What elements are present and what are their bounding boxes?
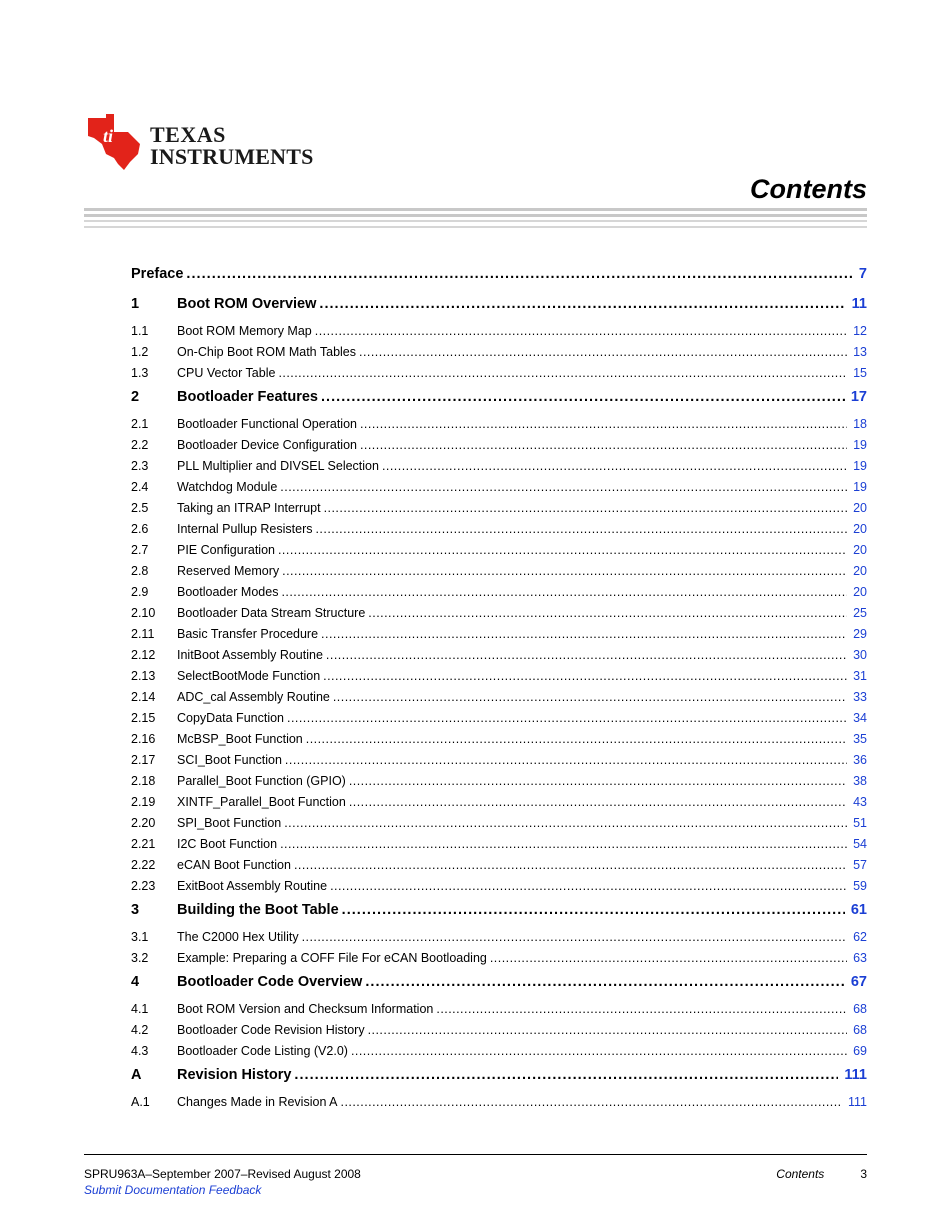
toc-entry-number: 2.8: [131, 564, 149, 578]
toc-entry-number: 2.18: [131, 774, 156, 788]
toc-entry-number: 2.2: [131, 438, 149, 452]
toc-entry-title: Boot ROM Overview: [177, 296, 317, 312]
toc-page-link[interactable]: 67: [850, 974, 867, 990]
toc-page-link[interactable]: 20: [853, 522, 867, 536]
dot-leader: [324, 501, 848, 515]
toc-entry[interactable]: [131, 627, 867, 648]
toc-page-link[interactable]: 51: [853, 816, 867, 830]
dot-leader: [321, 389, 845, 405]
toc-entry[interactable]: [131, 1095, 867, 1116]
toc-entry-title: Bootloader Data Stream Structure: [177, 606, 366, 620]
toc-entry[interactable]: [131, 522, 867, 543]
dot-leader: [294, 1067, 838, 1083]
toc-entry[interactable]: [131, 837, 867, 858]
toc-entry[interactable]: [131, 389, 867, 417]
toc-page-link[interactable]: 19: [853, 438, 867, 452]
toc-entry-title: CopyData Function: [177, 711, 285, 725]
toc-entry-number: 2.17: [131, 753, 156, 767]
dot-leader: [278, 366, 847, 380]
texas-state-logo-icon: [84, 114, 142, 170]
toc-page-link[interactable]: 69: [853, 1044, 867, 1058]
toc-page-link[interactable]: 35: [853, 732, 867, 746]
dot-leader: [306, 732, 847, 746]
toc-entry-number: 2.22: [131, 858, 156, 872]
dot-leader: [280, 480, 847, 494]
toc-entry[interactable]: [131, 951, 867, 972]
dot-leader: [333, 690, 847, 704]
toc-entry-title: PIE Configuration: [177, 543, 275, 557]
dot-leader: [349, 774, 847, 788]
toc-entry[interactable]: [131, 266, 867, 294]
toc-entry[interactable]: [131, 879, 867, 900]
toc-entry-title: Bootloader Code Overview: [177, 974, 363, 990]
toc-entry-title: Parallel_Boot Function (GPIO): [177, 774, 346, 788]
dot-leader: [287, 711, 847, 725]
toc-page-link[interactable]: 38: [853, 774, 867, 788]
submit-feedback-link[interactable]: Submit Documentation Feedback: [84, 1183, 262, 1197]
toc-page-link[interactable]: 30: [853, 648, 867, 662]
toc-entry[interactable]: [131, 902, 867, 930]
toc-entry[interactable]: [131, 930, 867, 951]
toc-entry-title: SCI_Boot Function: [177, 753, 282, 767]
toc-entry-title: SPI_Boot Function: [177, 816, 282, 830]
svg-text:ti: ti: [103, 126, 114, 146]
toc-entry-title: InitBoot Assembly Routine: [177, 648, 323, 662]
dot-leader: [359, 345, 847, 359]
toc-entry-title: Basic Transfer Procedure: [177, 627, 319, 641]
toc-entry-title: Internal Pullup Resisters: [177, 522, 313, 536]
footer-section: Contents: [776, 1167, 825, 1181]
toc-entry-number: 2.4: [131, 480, 149, 494]
dot-leader: [280, 837, 847, 851]
toc-entry-title: Reserved Memory: [177, 564, 280, 578]
toc-page-link[interactable]: 25: [853, 606, 867, 620]
toc-entry-number: 4.2: [131, 1023, 149, 1037]
toc-page-link[interactable]: 54: [853, 837, 867, 851]
toc-entry-title: Example: Preparing a COFF File For eCAN Bootloading: [177, 951, 487, 965]
toc-entry[interactable]: [131, 648, 867, 669]
toc-page-link[interactable]: 33: [853, 690, 867, 704]
toc-entry-number: 2.3: [131, 459, 149, 473]
toc-entry[interactable]: [131, 366, 867, 387]
toc-entry-number: 2.13: [131, 669, 156, 683]
toc-entry-title: CPU Vector Table: [177, 366, 276, 380]
toc-entry[interactable]: [131, 564, 867, 585]
toc-entry-number: 4.1: [131, 1002, 149, 1016]
toc-entry[interactable]: [131, 606, 867, 627]
toc-page-link[interactable]: 29: [853, 627, 867, 641]
dot-leader: [302, 930, 848, 944]
toc-entry-title: I2C Boot Function: [177, 837, 278, 851]
dot-leader: [349, 795, 847, 809]
dot-leader: [365, 974, 845, 990]
toc-entry-number: 4.3: [131, 1044, 149, 1058]
dot-leader: [294, 858, 847, 872]
brand-wordmark: [150, 124, 314, 168]
toc-entry[interactable]: [131, 585, 867, 606]
toc-entry[interactable]: [131, 774, 867, 795]
dot-leader: [323, 669, 847, 683]
toc-entry-title: On-Chip Boot ROM Math Tables: [177, 345, 357, 359]
toc-entry-title: Taking an ITRAP Interrupt: [177, 501, 321, 515]
toc-entry-title: Boot ROM Memory Map: [177, 324, 312, 338]
toc-entry[interactable]: [131, 1067, 867, 1095]
toc-page-link[interactable]: 20: [853, 543, 867, 557]
toc-page-link[interactable]: 19: [853, 459, 867, 473]
dot-leader: [330, 879, 847, 893]
toc-page-link[interactable]: 62: [853, 930, 867, 944]
dot-leader: [360, 417, 847, 431]
toc-entry-title: Bootloader Functional Operation: [177, 417, 357, 431]
toc-entry-title: ADC_cal Assembly Routine: [177, 690, 330, 704]
toc-entry-number: 1: [131, 296, 140, 312]
toc-page-link[interactable]: 34: [853, 711, 867, 725]
ti-logo: [84, 114, 329, 176]
toc-page-link[interactable]: 15: [853, 366, 867, 380]
toc-entry[interactable]: [131, 690, 867, 711]
toc-page-link[interactable]: 7: [858, 266, 867, 282]
toc-entry-number: 1.3: [131, 366, 149, 380]
dot-leader: [351, 1044, 847, 1058]
toc-entry[interactable]: [131, 480, 867, 501]
toc-entry-number: 2.9: [131, 585, 149, 599]
toc-entry-title: Revision History: [177, 1067, 292, 1083]
dot-leader: [341, 1095, 842, 1109]
dot-leader: [382, 459, 847, 473]
footer-page-info: [776, 1167, 867, 1181]
toc-entry-title: The C2000 Hex Utility: [177, 930, 299, 944]
toc-page-link[interactable]: 20: [853, 501, 867, 515]
toc-entry[interactable]: [131, 459, 867, 480]
toc-entry-number: 2.7: [131, 543, 149, 557]
toc-entry-title: ExitBoot Assembly Routine: [177, 879, 328, 893]
dot-leader: [326, 648, 847, 662]
toc-page-link[interactable]: 63: [853, 951, 867, 965]
toc-entry[interactable]: [131, 795, 867, 816]
toc-page-link[interactable]: 11: [851, 296, 867, 312]
toc-entry[interactable]: [131, 543, 867, 564]
toc-entry[interactable]: [131, 501, 867, 522]
toc-entry[interactable]: [131, 974, 867, 1002]
toc-entry-title: Bootloader Features: [177, 389, 318, 405]
toc-entry-number: 2: [131, 389, 140, 405]
toc-entry-title: XINTF_Parallel_Boot Function: [177, 795, 346, 809]
toc-entry-number: 2.16: [131, 732, 156, 746]
toc-entry-number: 2.15: [131, 711, 156, 725]
toc-entry-number: 2.10: [131, 606, 156, 620]
toc-entry[interactable]: [131, 417, 867, 438]
dot-leader: [436, 1002, 847, 1016]
toc-page-link[interactable]: 19: [853, 480, 867, 494]
toc-entry-title: Building the Boot Table: [177, 902, 339, 918]
toc-entry[interactable]: [131, 732, 867, 753]
toc-entry-number: 2.11: [131, 627, 155, 641]
dot-leader: [315, 522, 847, 536]
toc-entry-number: A: [131, 1067, 142, 1083]
brand-line-2: INSTRUMENTS: [150, 144, 314, 169]
dot-leader: [186, 266, 853, 282]
toc-entry[interactable]: [131, 669, 867, 690]
dot-leader: [284, 816, 847, 830]
toc-entry-title: Boot ROM Version and Checksum Information: [177, 1002, 434, 1016]
toc-page-link[interactable]: 17: [850, 389, 867, 405]
toc-entry-title: Preface: [131, 266, 184, 282]
toc-entry-title: Watchdog Module: [177, 480, 278, 494]
toc-entry-title: SelectBootMode Function: [177, 669, 321, 683]
toc-page-link[interactable]: 111: [844, 1067, 867, 1083]
toc-page-link[interactable]: 36: [853, 753, 867, 767]
toc-page-link[interactable]: 61: [850, 902, 867, 918]
toc-entry[interactable]: [131, 1044, 867, 1065]
toc-entry-number: 3.1: [131, 930, 149, 944]
toc-page-link[interactable]: 68: [853, 1023, 867, 1037]
toc-entry[interactable]: [131, 1023, 867, 1044]
toc-entry-number: 2.5: [131, 501, 149, 515]
toc-entry[interactable]: [131, 296, 867, 324]
toc-entry[interactable]: [131, 324, 867, 345]
dot-leader: [342, 902, 845, 918]
toc-page-link[interactable]: 12: [853, 324, 867, 338]
toc-page-link[interactable]: 13: [853, 345, 867, 359]
toc-page-link[interactable]: 20: [853, 564, 867, 578]
toc-entry-title: PLL Multiplier and DIVSEL Selection: [177, 459, 379, 473]
page-title: Contents: [750, 174, 867, 204]
toc-page-link[interactable]: 31: [853, 669, 867, 683]
toc-entry-number: 2.12: [131, 648, 156, 662]
toc-entry[interactable]: [131, 1002, 867, 1023]
toc-entry-title: Bootloader Code Listing (V2.0): [177, 1044, 348, 1058]
dot-leader: [315, 324, 847, 338]
dot-leader: [278, 543, 847, 557]
toc-entry-title: eCAN Boot Function: [177, 858, 291, 872]
toc-entry-number: 2.23: [131, 879, 156, 893]
dot-leader: [321, 627, 847, 641]
dot-leader: [319, 296, 845, 312]
toc-entry-number: 3: [131, 902, 140, 918]
toc-page-link[interactable]: 43: [853, 795, 867, 809]
toc-entry-number: 2.19: [131, 795, 156, 809]
toc-entry-number: 2.6: [131, 522, 149, 536]
toc-entry-title: Bootloader Code Revision History: [177, 1023, 365, 1037]
dot-leader: [285, 753, 847, 767]
dot-leader: [368, 1023, 848, 1037]
header-rules: [84, 208, 867, 232]
toc-entry-number: 2.21: [131, 837, 156, 851]
dot-leader: [281, 585, 847, 599]
footer-divider: [84, 1154, 867, 1155]
toc-entry-number: 2.14: [131, 690, 156, 704]
dot-leader: [360, 438, 847, 452]
toc-entry[interactable]: [131, 345, 867, 366]
dot-leader: [282, 564, 847, 578]
toc-page-link[interactable]: 20: [853, 585, 867, 599]
toc-entry-number: 2.1: [131, 417, 149, 431]
toc-entry-number: A.1: [131, 1095, 150, 1109]
toc-entry[interactable]: [131, 816, 867, 837]
toc-entry-number: 4: [131, 974, 140, 990]
toc-page-link[interactable]: 57: [853, 858, 867, 872]
toc-entry[interactable]: [131, 438, 867, 459]
toc-entry-title: McBSP_Boot Function: [177, 732, 303, 746]
document-id: SPRU963A–September 2007–Revised August 2008: [84, 1167, 361, 1181]
toc-entry-title: Bootloader Modes: [177, 585, 279, 599]
toc-page-link[interactable]: 111: [847, 1095, 867, 1109]
toc-entry-title: Changes Made in Revision A: [177, 1095, 338, 1109]
dot-leader: [368, 606, 847, 620]
toc-entry-number: 3.2: [131, 951, 149, 965]
toc-entry[interactable]: [131, 753, 867, 774]
dot-leader: [490, 951, 847, 965]
toc-page-link[interactable]: 18: [853, 417, 867, 431]
toc-page-link[interactable]: 59: [853, 879, 867, 893]
toc-entry[interactable]: [131, 858, 867, 879]
table-of-contents: [131, 266, 867, 1116]
page-number: 3: [860, 1167, 867, 1181]
toc-entry-title: Bootloader Device Configuration: [177, 438, 357, 452]
brand-line-1: TEXAS: [150, 122, 226, 147]
toc-entry[interactable]: [131, 711, 867, 732]
toc-entry-number: 1.1: [131, 324, 149, 338]
toc-entry-number: 1.2: [131, 345, 149, 359]
toc-entry-number: 2.20: [131, 816, 156, 830]
toc-page-link[interactable]: 68: [853, 1002, 867, 1016]
